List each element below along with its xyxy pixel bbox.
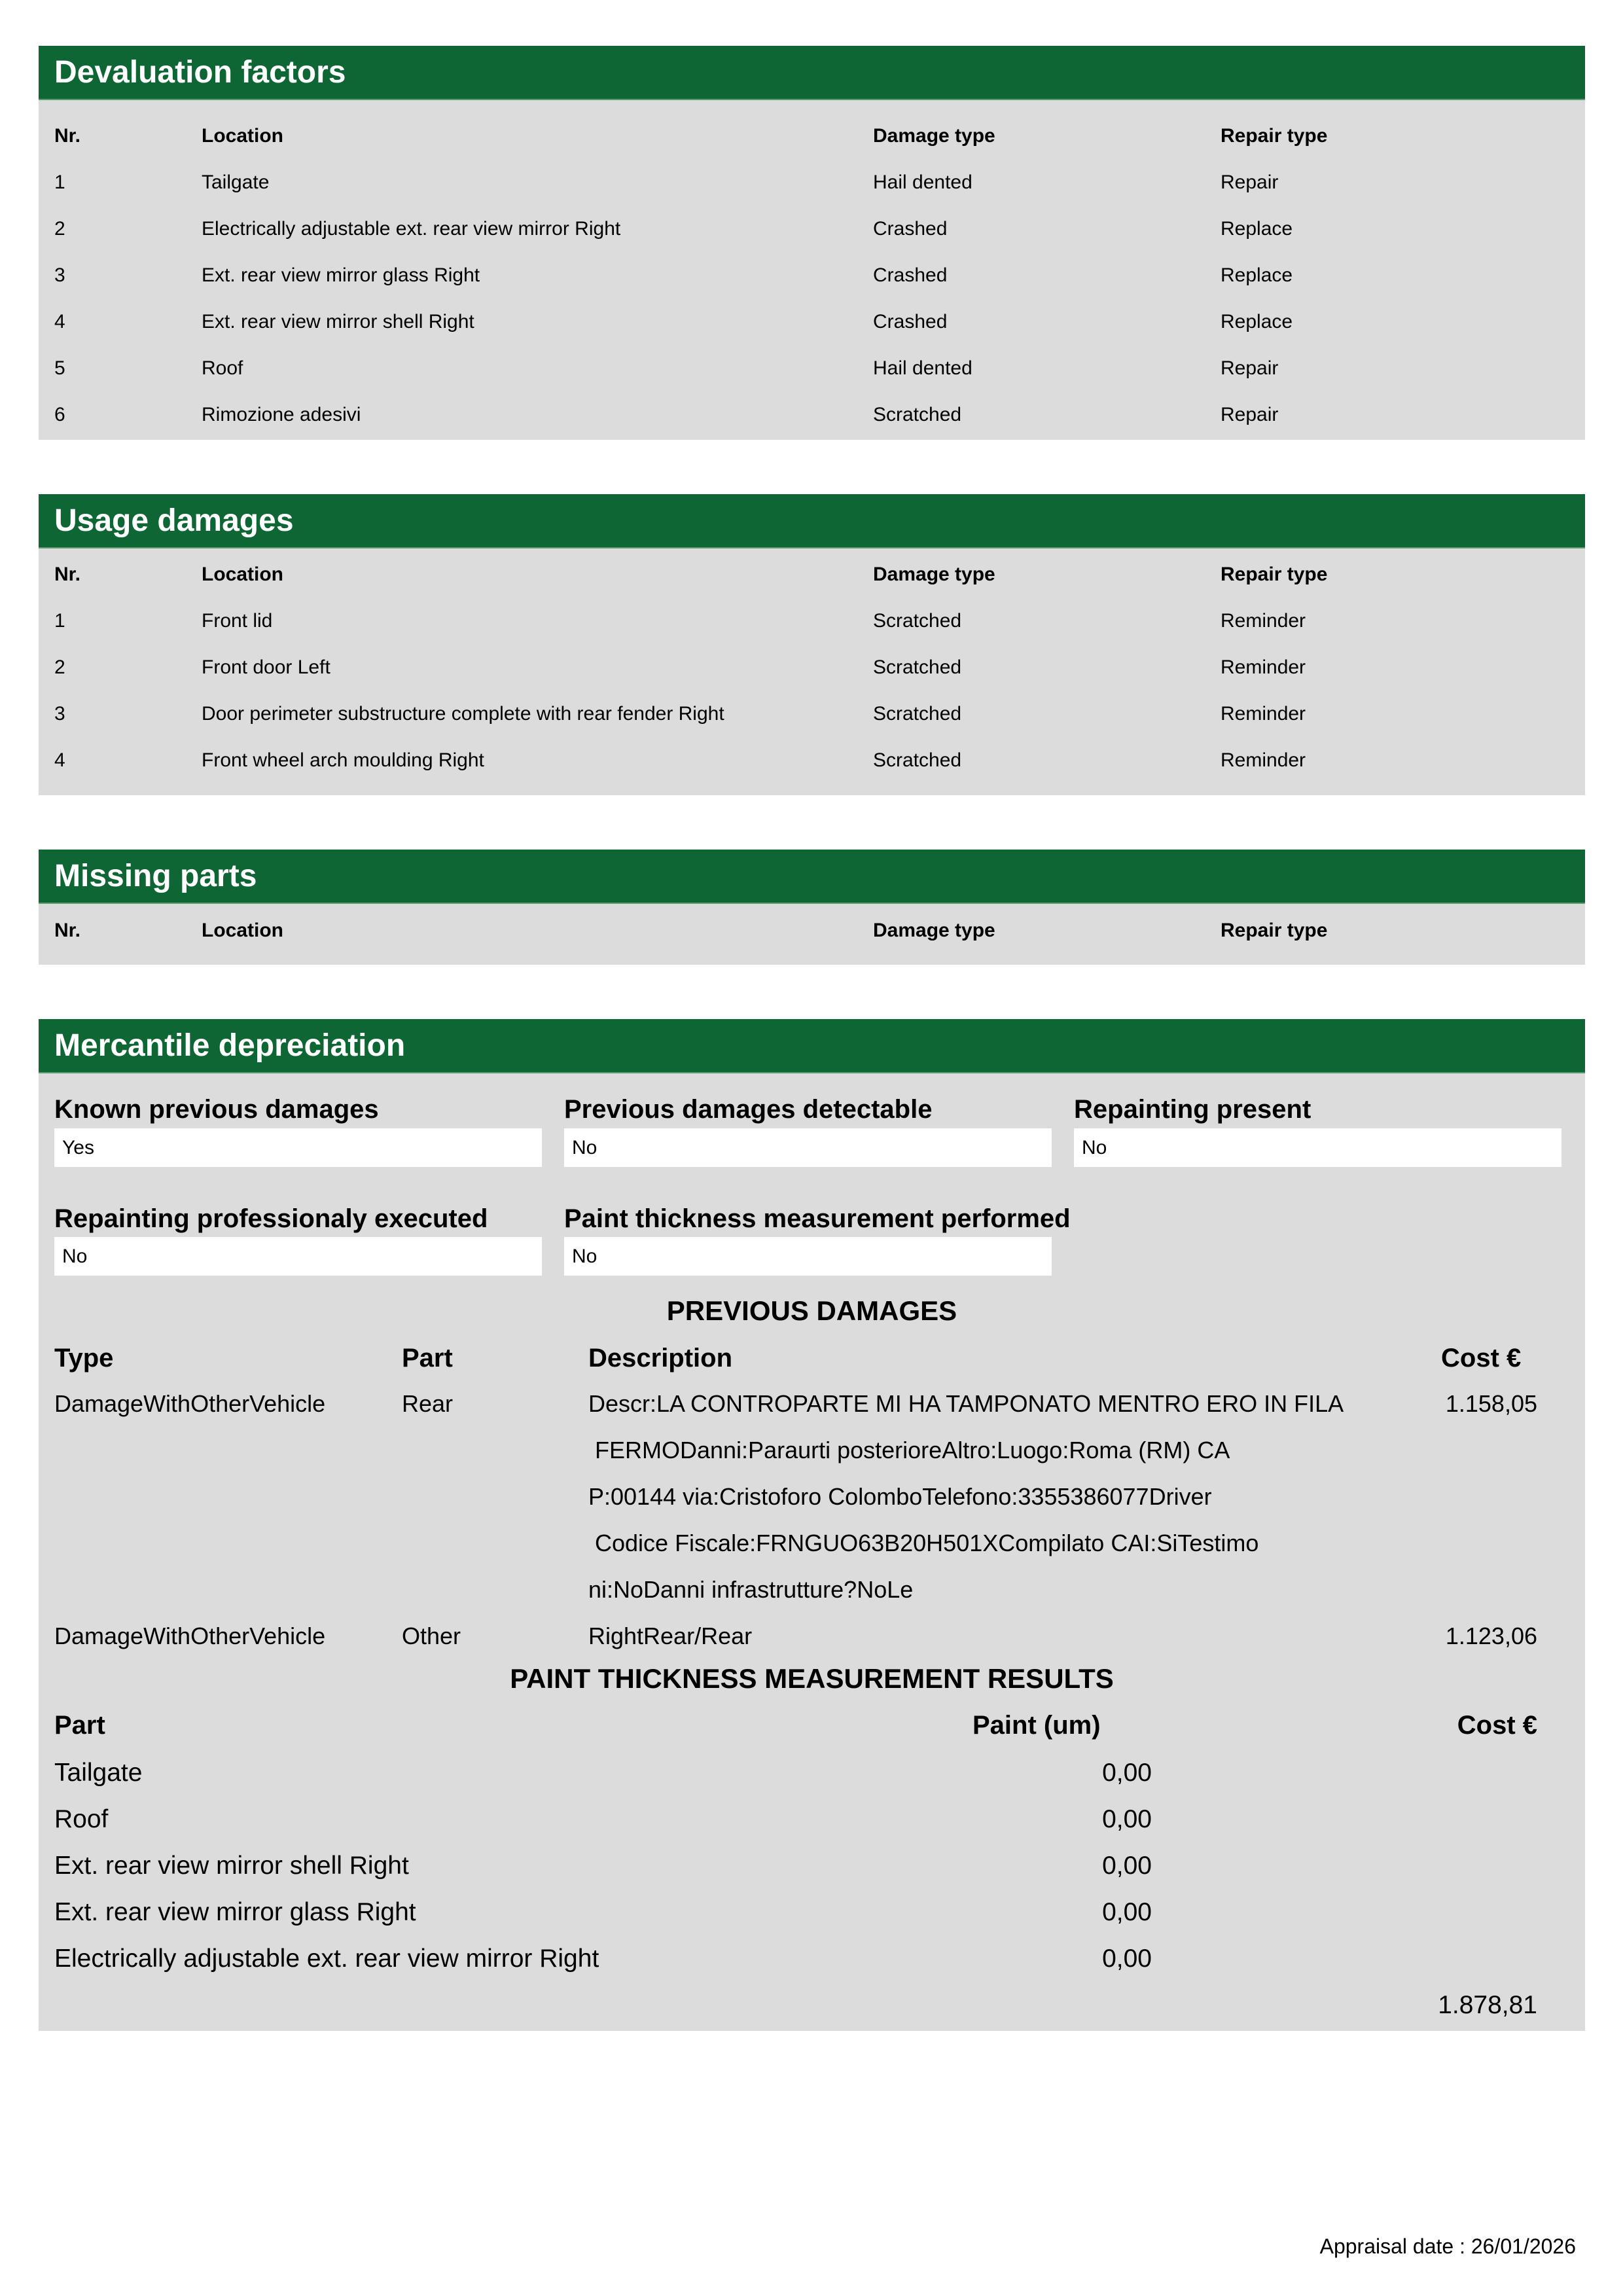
row-repair-type: Reminder xyxy=(1221,749,1306,771)
damage-description-line: Codice Fiscale:FRNGUO63B20H501XCompilato CAI:SiTestimo xyxy=(588,1530,1259,1556)
row-nr: 1 xyxy=(54,610,65,632)
table-row xyxy=(39,598,1585,644)
row-damage-type: Hail dented xyxy=(873,171,972,193)
paint-thickness: 0,00 xyxy=(1102,1852,1152,1880)
column-header-damage-type: Damage type xyxy=(873,920,995,941)
row-nr: 5 xyxy=(54,357,65,379)
damage-description-line: RightRear/Rear xyxy=(588,1623,753,1649)
row-repair-type: Replace xyxy=(1221,311,1293,332)
paint-thickness: 0,00 xyxy=(1102,1945,1152,1973)
field-label: Known previous damages xyxy=(54,1095,379,1124)
table-row xyxy=(39,391,1585,438)
row-damage-type: Crashed xyxy=(873,264,948,286)
damage-cost: 1.123,06 xyxy=(1445,1623,1537,1649)
table-row xyxy=(39,159,1585,206)
total-cost: 1.878,81 xyxy=(1438,1991,1537,2019)
damage-type: DamageWithOtherVehicle xyxy=(54,1623,326,1649)
damage-description-line: FERMODanni:Paraurti posterioreAltro:Luogo:Roma (RM) CA xyxy=(588,1437,1230,1463)
column-header-location: Location xyxy=(202,920,283,941)
row-location: Front wheel arch moulding Right xyxy=(202,749,484,771)
row-repair-type: Repair xyxy=(1221,357,1279,379)
row-nr: 3 xyxy=(54,264,65,286)
damage-part: Other xyxy=(402,1623,461,1649)
row-repair-type: Repair xyxy=(1221,404,1279,425)
column-header-location: Location xyxy=(202,564,283,585)
column-header-nr: Nr. xyxy=(54,125,81,147)
field-value-box xyxy=(54,1237,542,1276)
row-repair-type: Repair xyxy=(1221,171,1279,193)
table-row xyxy=(39,691,1585,737)
field-value-box xyxy=(1074,1128,1561,1167)
description-continuation xyxy=(39,1473,1585,1520)
missing-header-row xyxy=(39,907,1585,954)
field-value: No xyxy=(62,1246,88,1267)
table-row xyxy=(39,1613,1585,1659)
field-label: Repainting professionaly executed xyxy=(54,1204,488,1233)
table-row xyxy=(39,1842,1585,1889)
paint-results-title: PAINT THICKNESS MEASUREMENT RESULTS xyxy=(510,1663,1114,1694)
table-row xyxy=(39,345,1585,391)
field-value: No xyxy=(572,1137,597,1158)
field-value: Yes xyxy=(62,1137,94,1158)
row-location: Ext. rear view mirror glass Right xyxy=(202,264,480,286)
previous-damages-header-row xyxy=(39,1335,1585,1382)
total-row xyxy=(39,1982,1585,2028)
field-value-box xyxy=(54,1128,542,1167)
paint-thickness: 0,00 xyxy=(1102,1805,1152,1833)
row-damage-type: Scratched xyxy=(873,749,962,771)
devaluation-header-row xyxy=(39,113,1585,159)
column-header-nr: Nr. xyxy=(54,920,81,941)
table-row xyxy=(39,206,1585,252)
row-nr: 4 xyxy=(54,749,65,771)
column-header-type: Type xyxy=(54,1344,114,1372)
row-location: Door perimeter substructure complete with rear fender Right xyxy=(202,703,724,725)
column-header-description: Description xyxy=(588,1344,733,1372)
column-header-nr: Nr. xyxy=(54,564,81,585)
missing-section-header xyxy=(39,850,1585,904)
row-repair-type: Reminder xyxy=(1221,703,1306,725)
table-row xyxy=(39,1889,1585,1935)
missing-title: Missing parts xyxy=(54,859,257,893)
row-damage-type: Scratched xyxy=(873,404,962,425)
row-location: Ext. rear view mirror shell Right xyxy=(202,311,474,332)
row-damage-type: Crashed xyxy=(873,218,948,240)
paint-part: Electrically adjustable ext. rear view mirror Right xyxy=(54,1945,599,1973)
paint-part: Ext. rear view mirror shell Right xyxy=(54,1852,409,1880)
field-value-box xyxy=(564,1128,1052,1167)
damage-type: DamageWithOtherVehicle xyxy=(54,1390,326,1417)
damage-description-line: ni:NoDanni infrastrutture?NoLe xyxy=(588,1576,914,1603)
field-value: No xyxy=(1082,1137,1107,1158)
column-header-part: Part xyxy=(402,1344,453,1372)
mercantile-title: Mercantile depreciation xyxy=(54,1028,406,1063)
column-header-paint: Paint (um) xyxy=(972,1711,1101,1740)
usage-section-header xyxy=(39,494,1585,548)
damage-description-line: Descr:LA CONTROPARTE MI HA TAMPONATO MENTRO ERO IN FILA xyxy=(588,1390,1344,1417)
row-repair-type: Replace xyxy=(1221,264,1293,286)
row-repair-type: Reminder xyxy=(1221,656,1306,678)
row-nr: 4 xyxy=(54,311,65,332)
column-header-damage-type: Damage type xyxy=(873,564,995,585)
row-location: Front lid xyxy=(202,610,273,632)
table-row xyxy=(39,1935,1585,1982)
damage-cost: 1.158,05 xyxy=(1445,1390,1537,1417)
column-header-cost: Cost € xyxy=(1441,1344,1522,1372)
row-nr: 3 xyxy=(54,703,65,725)
row-location: Electrically adjustable ext. rear view mirror Right xyxy=(202,218,621,240)
row-location: Front door Left xyxy=(202,656,330,678)
row-damage-type: Scratched xyxy=(873,610,962,632)
usage-header-row xyxy=(39,551,1585,598)
column-header-repair-type: Repair type xyxy=(1221,920,1328,941)
field-value: No xyxy=(572,1246,597,1267)
table-row xyxy=(39,252,1585,298)
table-row xyxy=(39,1380,1585,1427)
field-value-box xyxy=(564,1237,1052,1276)
previous-damages-title: PREVIOUS DAMAGES xyxy=(666,1295,957,1326)
row-damage-type: Scratched xyxy=(873,656,962,678)
row-nr: 1 xyxy=(54,171,65,193)
description-continuation xyxy=(39,1566,1585,1613)
usage-title: Usage damages xyxy=(54,503,294,538)
row-damage-type: Hail dented xyxy=(873,357,972,379)
column-header-damage-type: Damage type xyxy=(873,125,995,147)
column-header-part: Part xyxy=(54,1711,105,1740)
paint-thickness: 0,00 xyxy=(1102,1759,1152,1787)
column-header-cost: Cost € xyxy=(1457,1711,1537,1740)
mercantile-section-header xyxy=(39,1019,1585,1073)
devaluation-section-header xyxy=(39,46,1585,100)
row-nr: 2 xyxy=(54,656,65,678)
table-row xyxy=(39,1796,1585,1842)
row-nr: 2 xyxy=(54,218,65,240)
table-row xyxy=(39,298,1585,345)
row-location: Roof xyxy=(202,357,243,379)
paint-results-header-row xyxy=(39,1702,1585,1749)
field-label: Previous damages detectable xyxy=(564,1095,933,1124)
row-damage-type: Crashed xyxy=(873,311,948,332)
column-header-location: Location xyxy=(202,125,283,147)
paint-thickness: 0,00 xyxy=(1102,1898,1152,1926)
devaluation-title: Devaluation factors xyxy=(54,55,346,90)
paint-part: Ext. rear view mirror glass Right xyxy=(54,1898,416,1926)
row-damage-type: Scratched xyxy=(873,703,962,725)
description-continuation xyxy=(39,1520,1585,1566)
row-location: Rimozione adesivi xyxy=(202,404,361,425)
damage-description-line: P:00144 via:Cristoforo ColomboTelefono:3355386077Driver xyxy=(588,1483,1212,1510)
row-repair-type: Replace xyxy=(1221,218,1293,240)
column-header-repair-type: Repair type xyxy=(1221,564,1328,585)
column-header-repair-type: Repair type xyxy=(1221,125,1328,147)
table-row xyxy=(39,1749,1585,1796)
damage-part: Rear xyxy=(402,1390,454,1417)
description-continuation xyxy=(39,1427,1585,1473)
paint-part: Roof xyxy=(54,1805,109,1833)
row-repair-type: Reminder xyxy=(1221,610,1306,632)
row-location: Tailgate xyxy=(202,171,270,193)
field-label: Paint thickness measurement performed xyxy=(564,1204,1071,1233)
table-row xyxy=(39,644,1585,691)
paint-part: Tailgate xyxy=(54,1759,143,1787)
table-row xyxy=(39,737,1585,783)
row-nr: 6 xyxy=(54,404,65,425)
field-label: Repainting present xyxy=(1074,1095,1311,1124)
appraisal-date: Appraisal date : 26/01/2026 xyxy=(1319,2234,1576,2258)
